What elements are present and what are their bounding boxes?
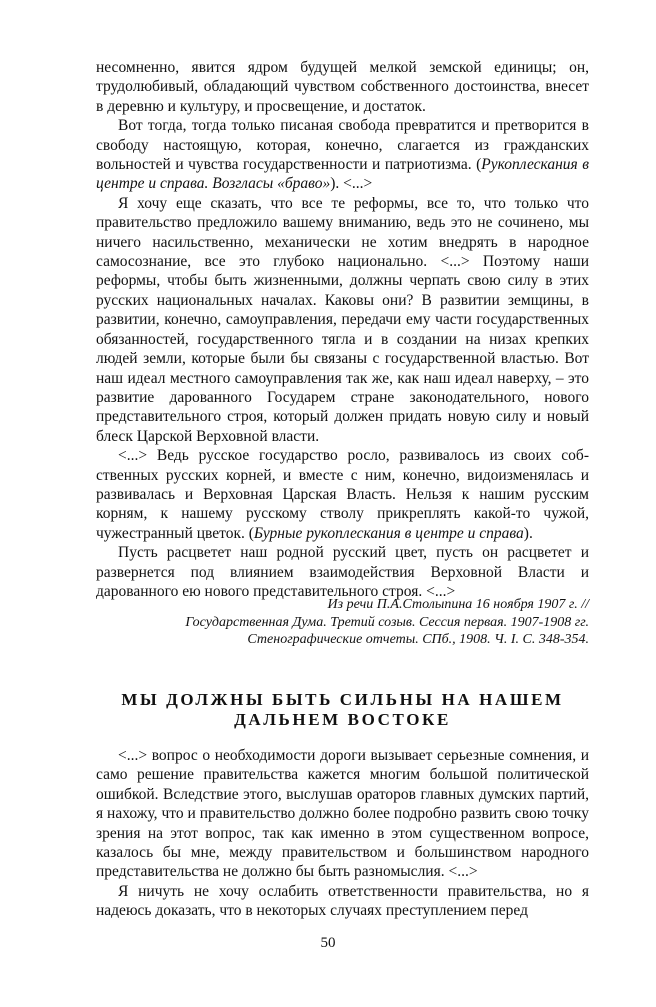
paragraph: Я хочу еще сказать, что все те реформы, все то, что только что правительство предложило вашему вниманию, ведь это не сочинено, мы ничего насильственно, механически не хотим внедрять в народное самосознание, все это глубоко национально. <...> Поэтому наши реформы, чтобы быть жизненными, должны черпать свою силу в этих русских национальных началах. Каковы они? В развитии земщины, в развитии, конечно, самоуправления, передачи ему части государственных обязанностей, государственного тягла и в создании на низах крепких людей земли, которые были бы связаны с государственной властью. Вот наш идеал местного самоуправления так же, как наш идеал наверху, – это развитие дарованного Государем стране законодательного, нового представительного строя, который должен придать новую силу и новый блеск Царской Верховной власти. (96, 194, 589, 445)
paragraph: Пусть расцветет наш родной русский цвет, пусть он расцветет и развернется под влиянием взаимодействия Верховной Власти и дарованного ею нового представительного строя. <...> (96, 544, 589, 600)
section-heading (96, 690, 589, 730)
paragraph: <...> Ведь русское государство росло, развивалось из своих собственных русских корней, и вместе с ним, конечно, видоизменялась и развивалась и Верховная Царская Власть. Нельзя к нашим русским корням, к нашему русскому стволу прикреплять какой-то чужой, чужестранный цветок. (Бурные рукоплескания в центре и справа). (96, 447, 589, 542)
source-citation (96, 596, 589, 649)
paragraph: <...> вопрос о необходимости дороги вызывает серьезные сомнения, и само решение правительства кажется многим большой политической ошибкой. Вследствие этого, выслушав ораторов главных думских партий, я нахожу, что и правительство должно более подробно развить свою точку зрения на этот вопрос, так как именно в этом существенном вопросе, казалось бы мне, между правительством и большинством народного представительства не должно бы быть разномыслия. <...> (96, 747, 589, 881)
paragraph: несомненно, явится ядром будущей мелкой земской единицы; он, трудолюбивый, обладающий чувством собственного достоинства, внесет в деревню и культуру, и просвещение, и достаток. (96, 59, 589, 115)
speech-text (96, 58, 589, 601)
paragraph: Вот тогда, тогда только писаная свобода превратится и претворится в свободу настоящую, которая, конечно, слагается из гражданских вольностей и чувства государственности и патриотизма. (Рукоплескания в центре и справа. Возгласы «браво»). <...> (96, 117, 589, 193)
page-number: 50 (320, 935, 336, 951)
heading-line: ДАЛЬНЕМ ВОСТОКЕ (234, 710, 451, 729)
remark: Бурные рукоплескания в центре и справа (253, 524, 524, 542)
citation-line: Из речи П.А.Столыпина 16 ноября 1907 г. // (327, 597, 589, 612)
paragraph: Я ничуть не хочу ослабить ответственности правительства, но я надеюсь доказать, что в некоторых случаях преступлением перед (96, 882, 589, 920)
citation-line: Стенографические отчеты. СПб., 1908. Ч. I. С. 348-354. (247, 632, 589, 647)
citation-line: Государственная Дума. Третий созыв. Сессия первая. 1907-1908 гг. (185, 614, 589, 630)
speech-text-2 (96, 746, 589, 921)
heading-line: МЫ ДОЛЖНЫ БЫТЬ СИЛЬНЫ НА НАШЕМ (121, 690, 564, 709)
remark: Рукоплескания в центре и справа. Возгласы «браво» (96, 156, 589, 193)
